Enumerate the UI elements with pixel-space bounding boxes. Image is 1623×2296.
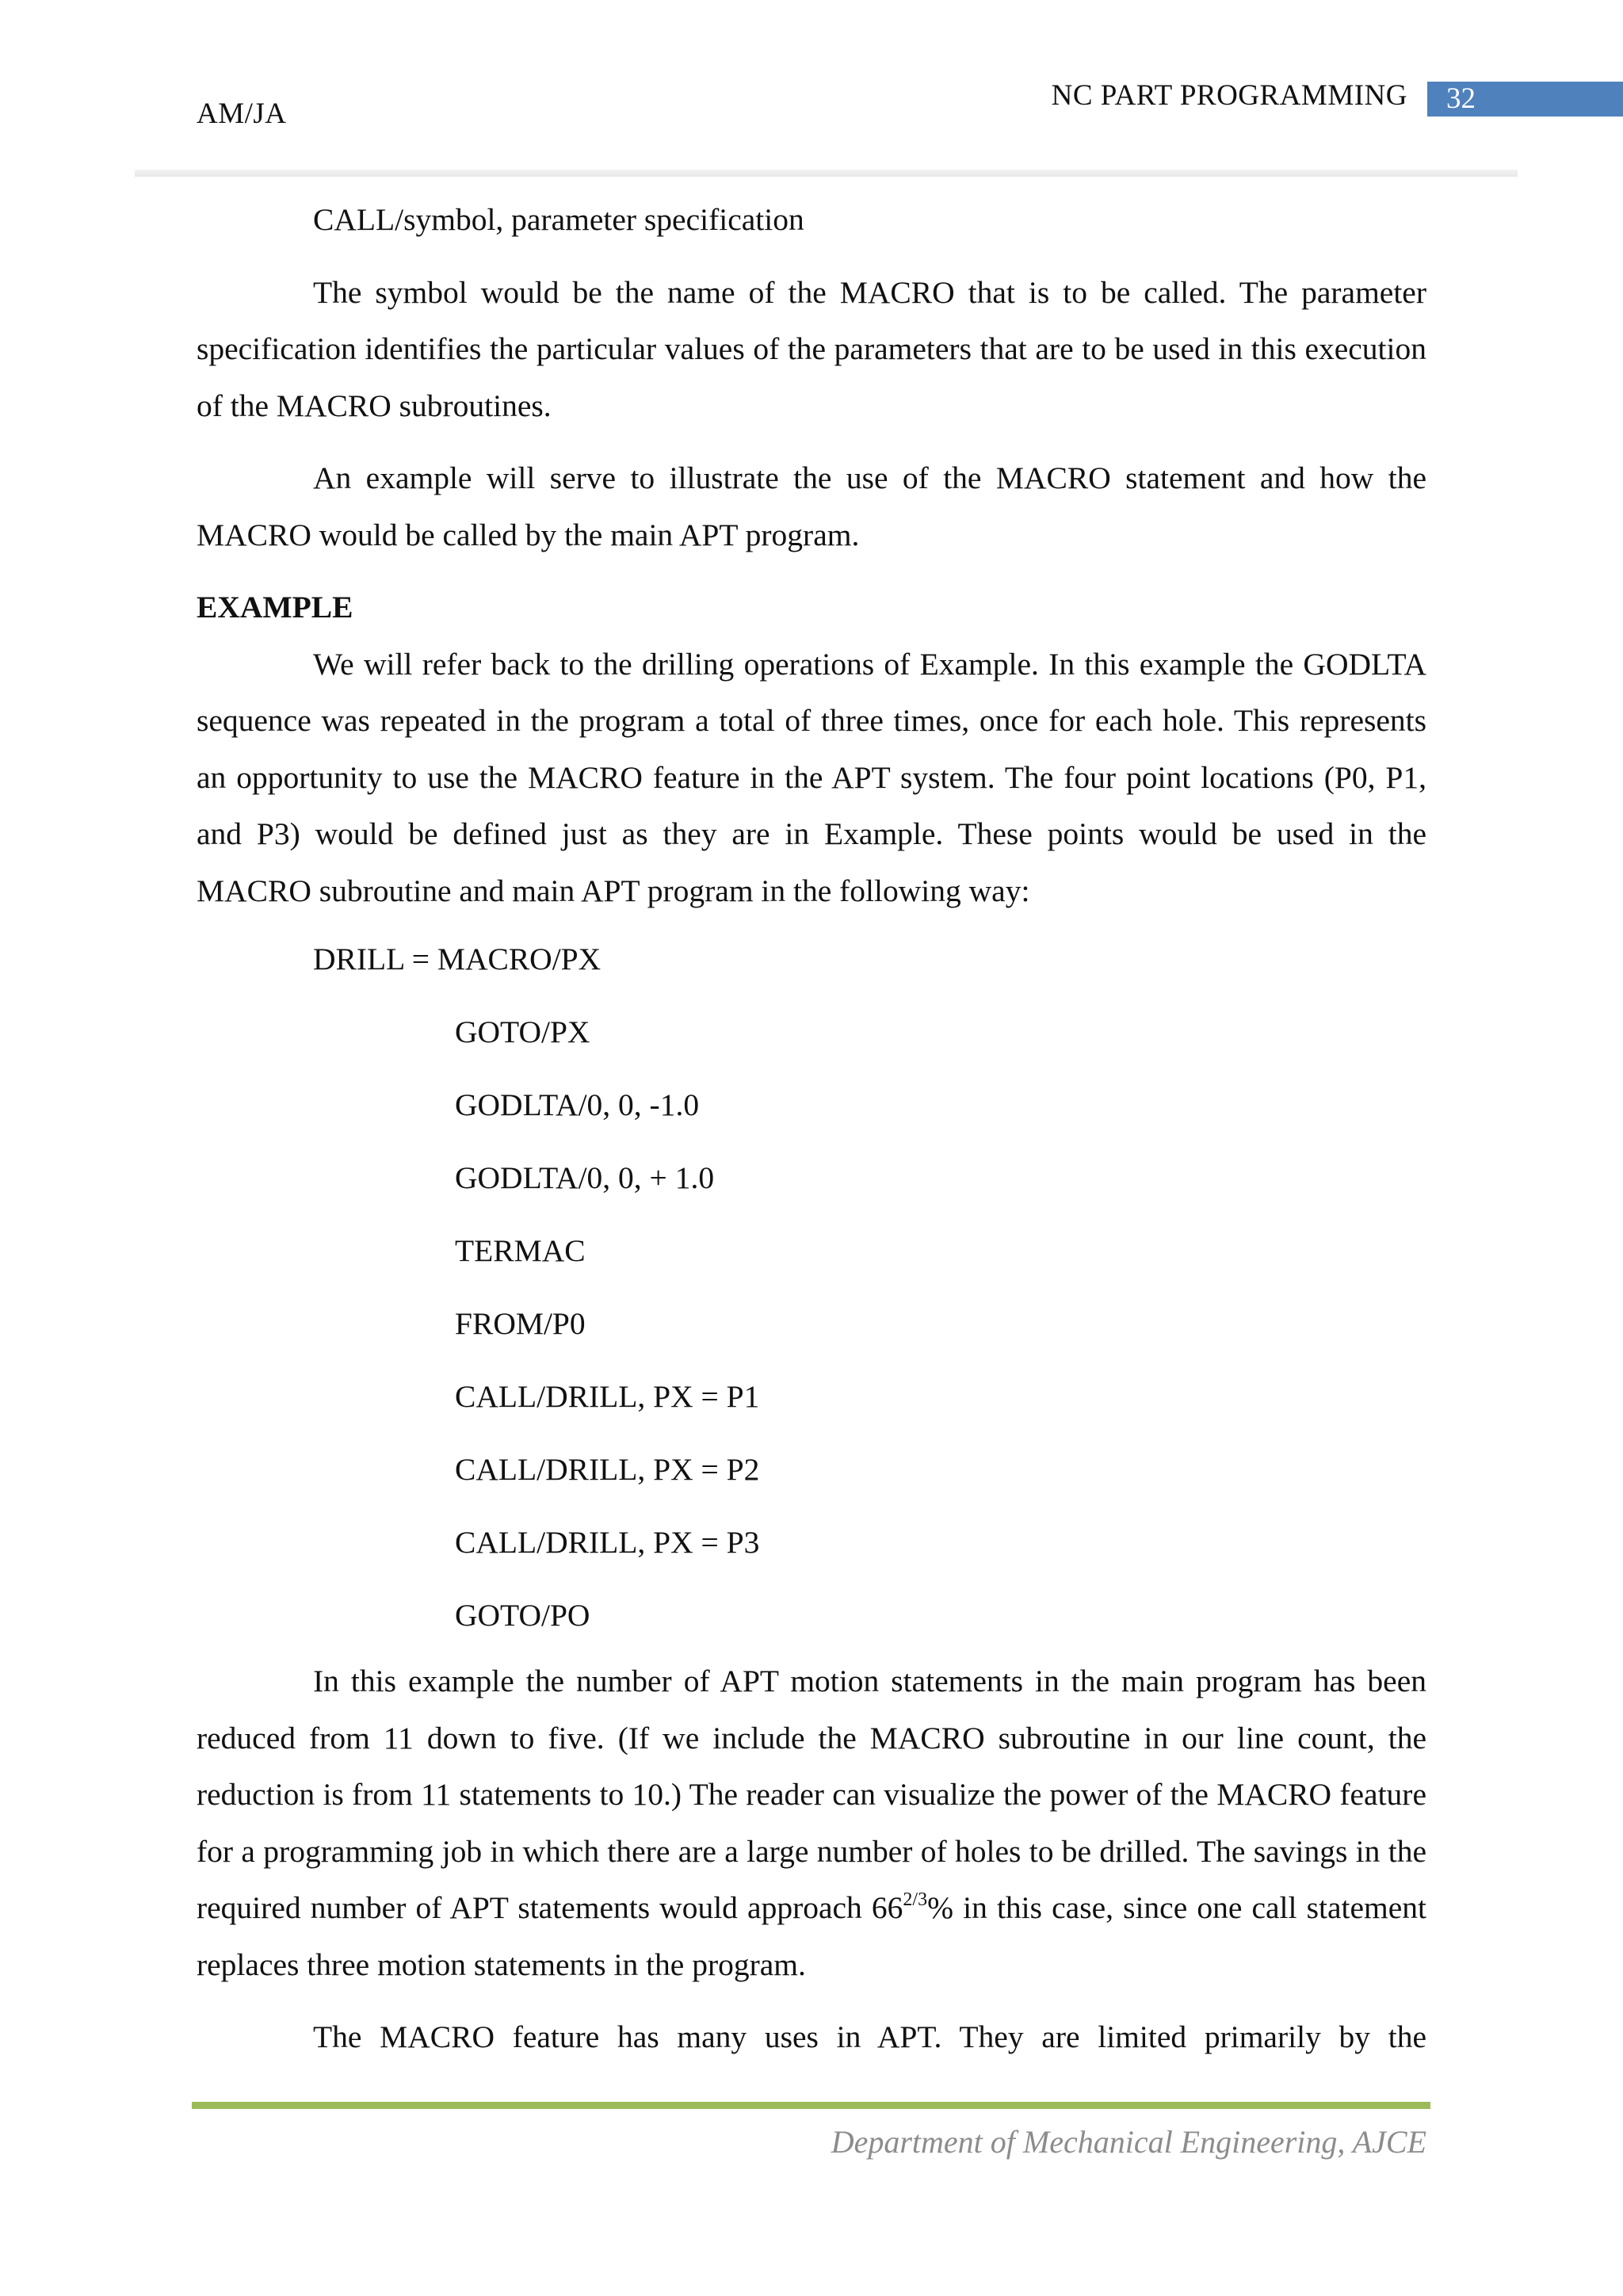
paragraph-savings — [197, 1653, 1426, 1993]
fraction-superscript: 2/3 — [903, 1889, 928, 1910]
code-line: CALL/DRILL, PX = P3 — [455, 1525, 760, 1560]
paragraph-drilling-example: We will refer back to the drilling operations of Example. In this example the GODLTA sequence was repeated in the program a total of three times, once for each hole. This represents an opportunity to use the MACRO feature in the APT system. The four point locations (P0, P1, and P3) would be defined just as they are in Example. These points would be used in the MACRO subroutine and main APT program in the following way: — [197, 646, 1426, 908]
example-heading: EXAMPLE — [197, 590, 353, 625]
code-line-macro-def: DRILL = MACRO/PX — [313, 942, 601, 976]
syntax-line: CALL/symbol, parameter specification — [313, 202, 804, 237]
apt-code-block — [197, 923, 1426, 1652]
header-author-initials: AM/JA — [197, 97, 287, 130]
savings-text-b: % in this case, since one call statement replaces three motion statements in the program. — [197, 1890, 1426, 1982]
code-line: GOTO/PO — [455, 1598, 590, 1633]
footer-divider — [192, 2102, 1430, 2109]
code-line: GODLTA/0, 0, + 1.0 — [455, 1160, 715, 1195]
header-divider — [135, 170, 1518, 177]
paragraph-example-intro: An example will serve to illustrate the use of the MACRO statement and how the MACRO would be called by the main APT program. — [197, 460, 1426, 552]
footer-department: Department of Mechanical Engineering, AJCE — [831, 2124, 1426, 2160]
paragraph-macro-uses: The MACRO feature has many uses in APT. They are limited primarily by the — [313, 2019, 1426, 2054]
body-content — [197, 192, 1426, 2066]
code-line: TERMAC — [455, 1233, 586, 1268]
header-title: NC PART PROGRAMMING — [1051, 79, 1407, 112]
paragraph-symbol-explanation: The symbol would be the name of the MACRO that is to be called. The parameter specification identifies the particular values of the parameters that are to be used in this execution of the MACRO subroutines. — [197, 274, 1426, 423]
page-number-badge: 32 — [1427, 82, 1623, 117]
savings-text-a: In this example the number of APT motion statements in the main program has been reduced from 11 down to five. (If we include the MACRO subroutine in our line count, the reduction is from 11 statements to 10.) The reader can visualize the power of the MACRO feature for a programming job in which there are a large number of holes to be drilled. The savings in the required number of APT statements would approach 66 — [197, 1664, 1426, 1925]
code-line: FROM/P0 — [455, 1306, 586, 1341]
code-line: CALL/DRILL, PX = P2 — [455, 1452, 760, 1487]
code-line: GODLTA/0, 0, -1.0 — [455, 1087, 700, 1122]
code-line: GOTO/PX — [455, 1014, 590, 1049]
code-line: CALL/DRILL, PX = P1 — [455, 1379, 760, 1414]
